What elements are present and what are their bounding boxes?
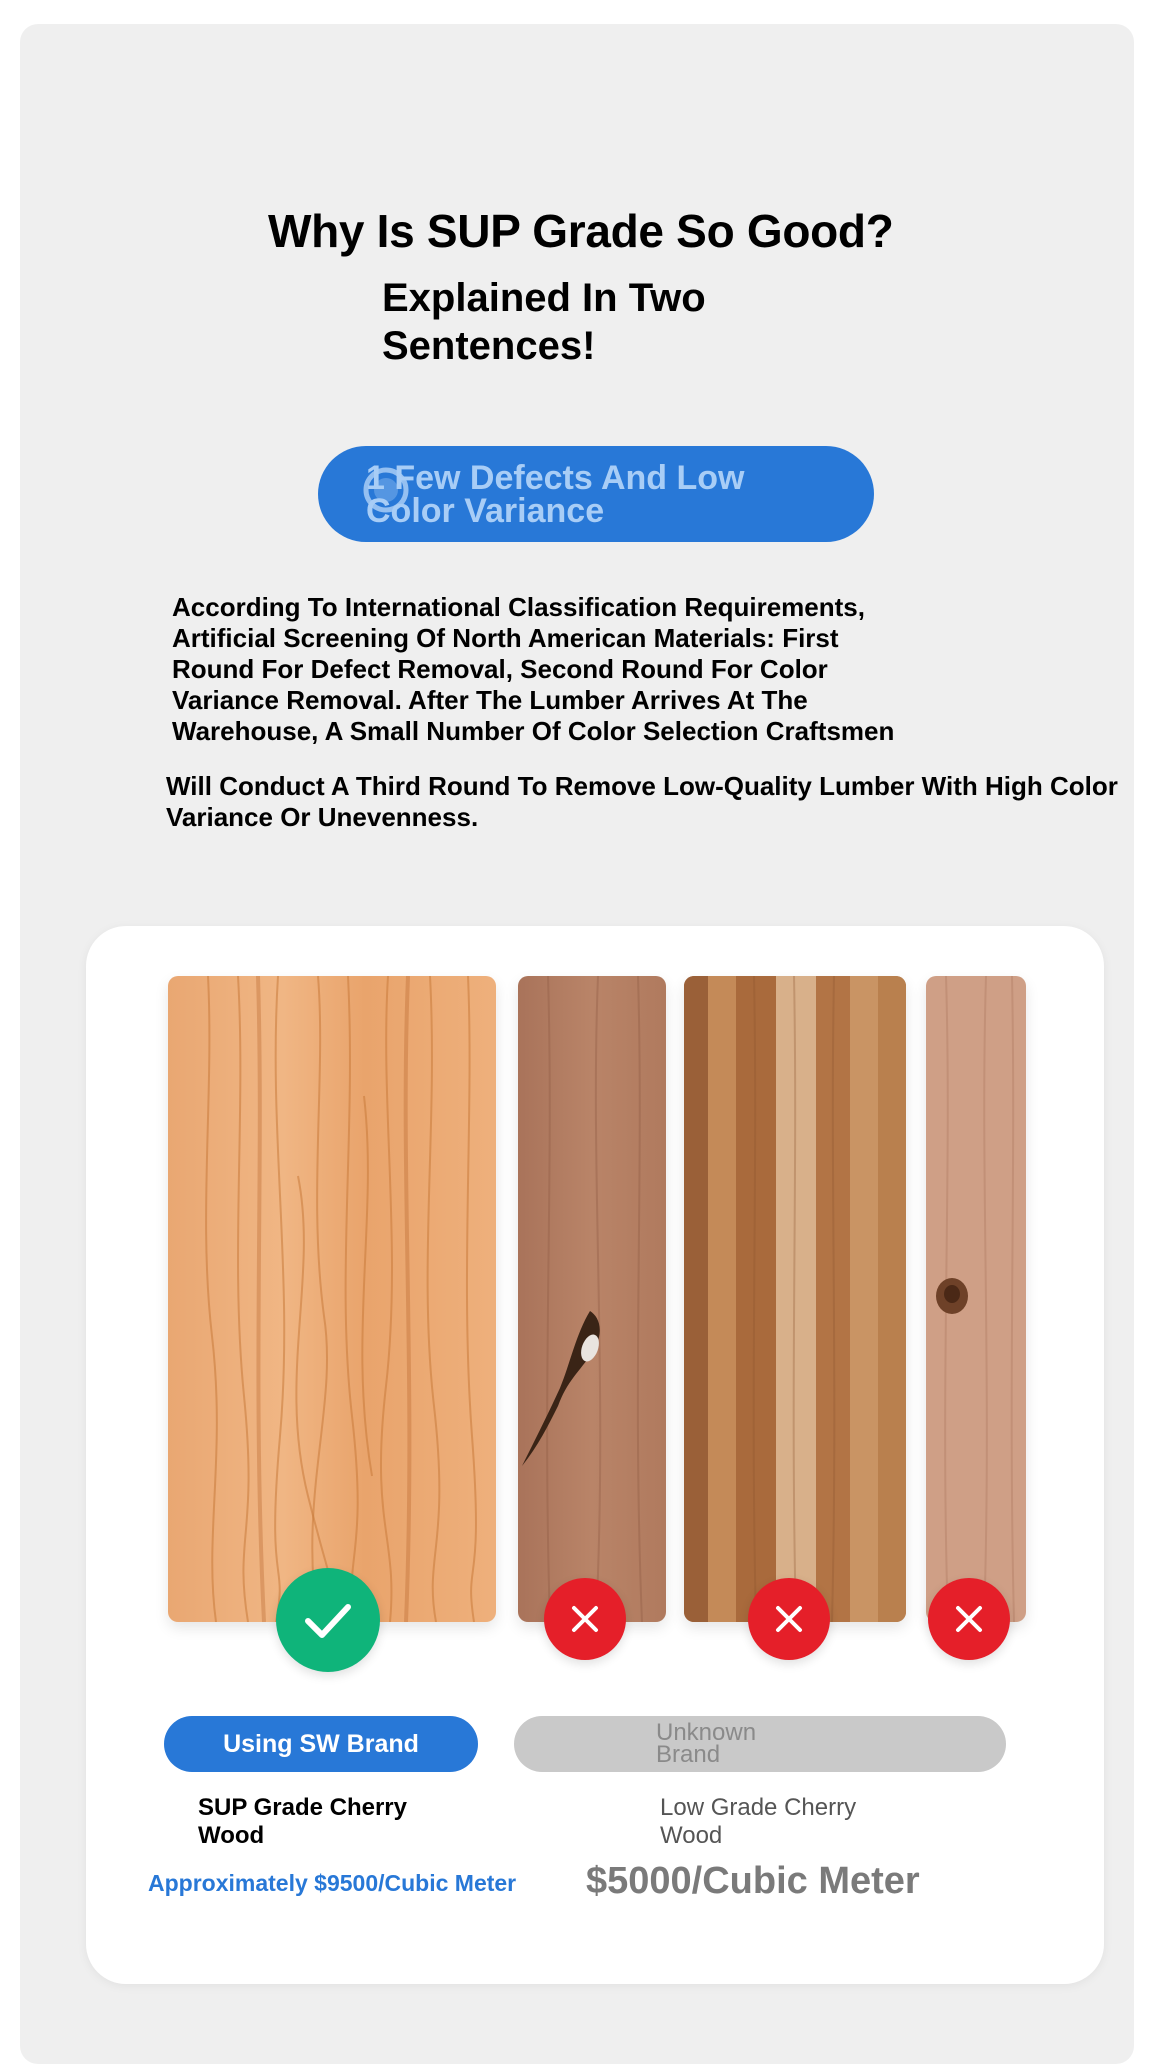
- comparison-card: [86, 926, 1104, 1984]
- unknown-brand-button[interactable]: [514, 1716, 1006, 1772]
- check-icon: [302, 1594, 354, 1646]
- sw-brand-button[interactable]: [164, 1716, 478, 1772]
- low-grade-label: Low Grade Cherry Wood: [660, 1794, 857, 1849]
- unknown-brand-label: Unknown Brand: [656, 1719, 757, 1768]
- page-title: Why Is SUP Grade So Good?: [268, 205, 894, 257]
- rejected-badge: [928, 1578, 1010, 1660]
- x-icon: [774, 1604, 804, 1634]
- content-panel: [20, 24, 1134, 2064]
- wood-sample-knot: [926, 976, 1026, 1622]
- sup-grade-label: SUP Grade Cherry Wood: [198, 1794, 407, 1849]
- sup-price: Approximately $9500/Cubic Meter: [148, 1870, 517, 1896]
- x-icon: [954, 1604, 984, 1634]
- wood-sample-knot-crack: [518, 976, 666, 1622]
- wood-sample-color-variance: [684, 976, 906, 1622]
- rejected-badge: [544, 1578, 626, 1660]
- highlight-pill: [318, 446, 874, 542]
- wood-sample-sup: [168, 976, 496, 1622]
- approved-badge: [276, 1568, 380, 1672]
- sw-brand-label: Using SW Brand: [223, 1729, 419, 1758]
- x-icon: [570, 1604, 600, 1634]
- low-price: $5000/Cubic Meter: [586, 1860, 920, 1902]
- highlight-text: 1 Few Defects And Low Color Variance: [366, 459, 745, 530]
- description-paragraph-1: According To International Classification Requirements, Artificial Screening Of North American Materials: First Round For Defect Removal, Second Round For Color Variance Removal. After The Lumber Arrives At The Warehouse, A Small Number Of Color Selection Craftsmen: [172, 592, 895, 746]
- description-paragraph-2: Will Conduct A Third Round To Remove Low-Quality Lumber With High Color Variance Or Unevenness.: [166, 771, 1118, 832]
- page-subtitle: Explained In Two Sentences!: [382, 276, 706, 368]
- rejected-badge: [748, 1578, 830, 1660]
